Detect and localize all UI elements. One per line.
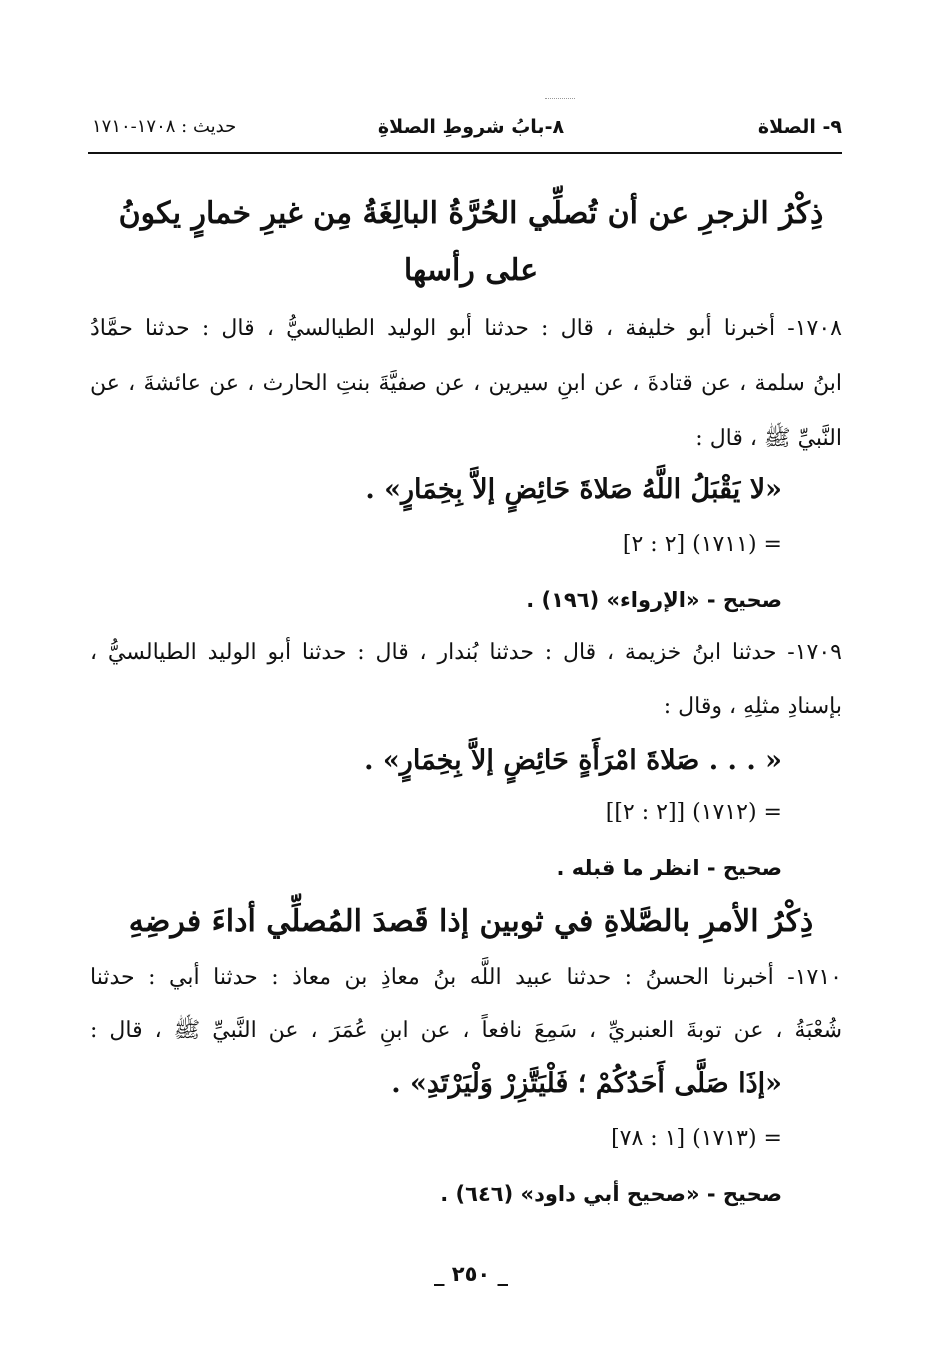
hadith-range: حديث : ١٧٠٨-١٧١٠: [92, 116, 237, 137]
matn-1709: « . . . صَلاةَ امْرَأَةٍ حَائِضٍ إلاَّ بِخِمَارٍ» .: [364, 745, 782, 776]
matn-1708: «لا يَقْبَلُ اللَّهُ صَلاةَ حَائِضٍ إلاَّ بِخِمَارٍ» .: [365, 474, 782, 505]
isnad-1709-line1: ١٧٠٩- حدثنا ابنُ خزيمة ، قال : حدثنا بُندار ، قال : حدثنا أبو الوليد الطيالسيُّ ،: [90, 640, 842, 665]
ref-1709: = (١٧١٢) [[٢ : ٢]]: [605, 800, 782, 825]
section-title: ٨-بابُ شروطِ الصلاةِ: [377, 116, 565, 138]
header-ornament: [545, 98, 575, 105]
page-number: _ ٢٥٠ _: [433, 1262, 509, 1286]
isnad-1710-line1: ١٧١٠- أخبرنا الحسنُ : حدثنا عبيد اللَّه بنُ معاذِ بن معاذ : حدثنا أبي : حدثنا: [90, 965, 842, 990]
grade-1710: صحيح - «صحيح أبي داود» (٦٤٦) .: [440, 1182, 782, 1206]
grade-1708: صحيح - «الإرواء» (١٩٦) .: [526, 588, 782, 612]
isnad-1708-line3: النَّبيِّ ﷺ ، قال :: [695, 426, 842, 451]
header-divider: [88, 152, 842, 154]
isnad-1709-line2: بإسنادِ مثلِهِ ، وقال :: [663, 694, 842, 719]
isnad-1708-line1: ١٧٠٨- أخبرنا أبو خليفة ، قال : حدثنا أبو الوليد الطيالسيُّ ، قال : حدثنا حمَّادُ: [90, 316, 842, 341]
chapter-title: ٩- الصلاة: [757, 116, 842, 138]
ref-1708: = (١٧١١) [٢ : ٢]: [622, 532, 782, 557]
section-heading-2: ذِكْرُ الأمرِ بالصَّلاةِ في ثوبين إذا قَصدَ المُصلِّي أداءَ فرضِهِ: [128, 904, 814, 939]
matn-1710: «إذَا صَلَّى أَحَدُكُمْ ؛ فَلْيَتَّزِرْ وَلْيَرْتَدِ» .: [391, 1068, 782, 1099]
section-heading-1: ذِكْرُ الزجرِ عن أن تُصلِّي الحُرَّةُ البالِغَةُ مِن غيرِ خمارٍ يكونُ: [118, 196, 824, 231]
isnad-1710-line2: شُعْبَةُ ، عن توبةَ العنبريِّ ، سَمِعَ نافعاً ، عن ابنِ عُمَرَ ، عن النَّبيِّ ﷺ ، قال :: [90, 1018, 842, 1043]
ref-1710: = (١٧١٣) [١ : ٧٨]: [611, 1126, 782, 1151]
section-heading-1-line2: على رأسها: [403, 253, 539, 288]
grade-1709: صحيح - انظر ما قبله .: [556, 856, 782, 880]
isnad-1708-line2: ابنُ سلمة ، عن قتادةَ ، عن ابنِ سيرين ، عن صفيَّةَ بنتِ الحارث ، عن عائشةَ ، عن: [90, 371, 842, 396]
